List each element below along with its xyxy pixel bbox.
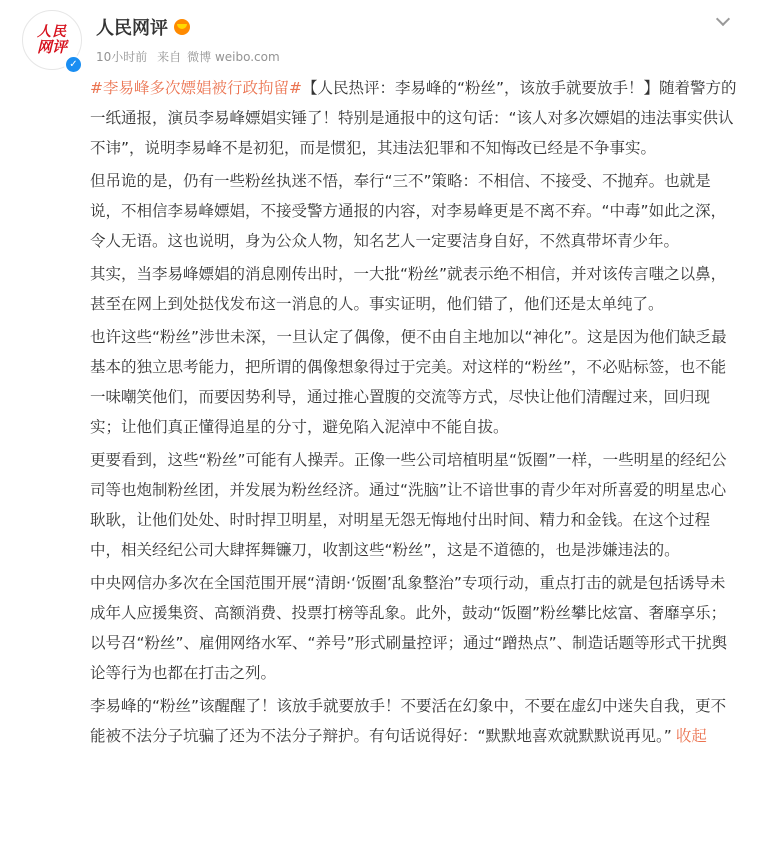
chevron-down-icon[interactable] [716, 12, 732, 28]
paragraph-7 [90, 691, 740, 751]
hashtag-link[interactable]: #李易峰多次嫖娼被行政拘留# [90, 79, 302, 97]
avatar-logo-text-1: 人民 [37, 24, 67, 40]
post-time[interactable]: 10小时前 [96, 50, 148, 64]
paragraph-1-text: 【人民热评：李易峰的“粉丝”，该放手就要放手！】随着警方的一纸通报，演员李易峰嫖娼实锤了！特别是通报中的这句话：“该人对多次嫖娼的违法事实供认不讳”，说明李易峰不是初犯，而是惯犯，其违法犯罪和不知悔改已经是不争事实。 [90, 79, 737, 157]
post-content [90, 73, 740, 754]
author-name[interactable]: 人民网评 [96, 18, 168, 39]
paragraph-5: 更要看到，这些“粉丝”可能有人操弄。正像一些公司培植明星“饭圈”一样，一些明星的经纪公司等也炮制粉丝团，并发展为粉丝经济。通过“洗脑”让不谙世事的青少年对所喜爱的明星忠心耿耿，让他们处处、时时捍卫明星，对明星无怨无悔地付出时间、精力和金钱。在这个过程中，相关经纪公司大肆挥舞镰刀，收割这些“粉丝”，这是不道德的，也是涉嫌违法的。 [90, 451, 727, 559]
source-prefix: 来自 [157, 50, 182, 64]
vip-badge-icon[interactable] [174, 19, 190, 35]
post-source: 微博 weibo.com [187, 50, 280, 64]
paragraph-4: 也许这些“粉丝”涉世未深，一旦认定了偶像，便不由自主地加以“神化”。这是因为他们缺乏最基本的独立思考能力，把所谓的偶像想象得过于完美。对这样的“粉丝”，不必贴标签，也不能一味嘲笑他们，而要因势利导，通过推心置腹的交流等方式，尽快让他们清醒过来，回归现实；让他们真正懂得追星的分寸，避免陷入泥淖中不能自拔。 [90, 328, 727, 436]
author-name-row [96, 14, 190, 40]
avatar-logo-text-2: 网评 [36, 38, 67, 56]
paragraph-7-text: 李易峰的“粉丝”该醒醒了！该放手就要放手！不要活在幻象中，不要在虚幻中迷失自我，更不能被不法分子坑骗了还为不法分子辩护。有句话说得好：“默默地喜欢就默默说再见。” [90, 697, 727, 745]
paragraph-3: 其实，当李易峰嫖娼的消息刚传出时，一大批“粉丝”就表示绝不相信，并对该传言嗤之以鼻，甚至在网上到处挞伐发布这一消息的人。事实证明，他们错了，他们还是太单纯了。 [90, 265, 727, 313]
verified-badge-icon: ✓ [64, 55, 83, 74]
paragraph-6: 中央网信办多次在全国范围开展“清朗·‘饭圈’乱象整治”专项行动，重点打击的就是包括诱导未成年人应援集资、高额消费、投票打榜等乱象。此外，鼓动“饭圈”粉丝攀比炫富、奢靡享乐；以号召“粉丝”、雇佣网络水军、“养号”形式刷量控评；通过“蹭热点”、制造话题等形式干扰舆论等行为也都在打击之列。 [90, 574, 728, 682]
paragraph-2: 但吊诡的是，仍有一些粉丝执迷不悟，奉行“三不”策略：不相信、不接受、不抛弃。也就是说，不相信李易峰嫖娼，不接受警方通报的内容，对李易峰更是不离不弃。“中毒”如此之深，令人无语。这也说明，身为公众人物，知名艺人一定要洁身自好，不然真带坏青少年。 [90, 172, 727, 250]
collapse-link[interactable]: 收起 [675, 727, 707, 745]
post-meta [96, 48, 286, 65]
paragraph-1 [90, 73, 740, 163]
